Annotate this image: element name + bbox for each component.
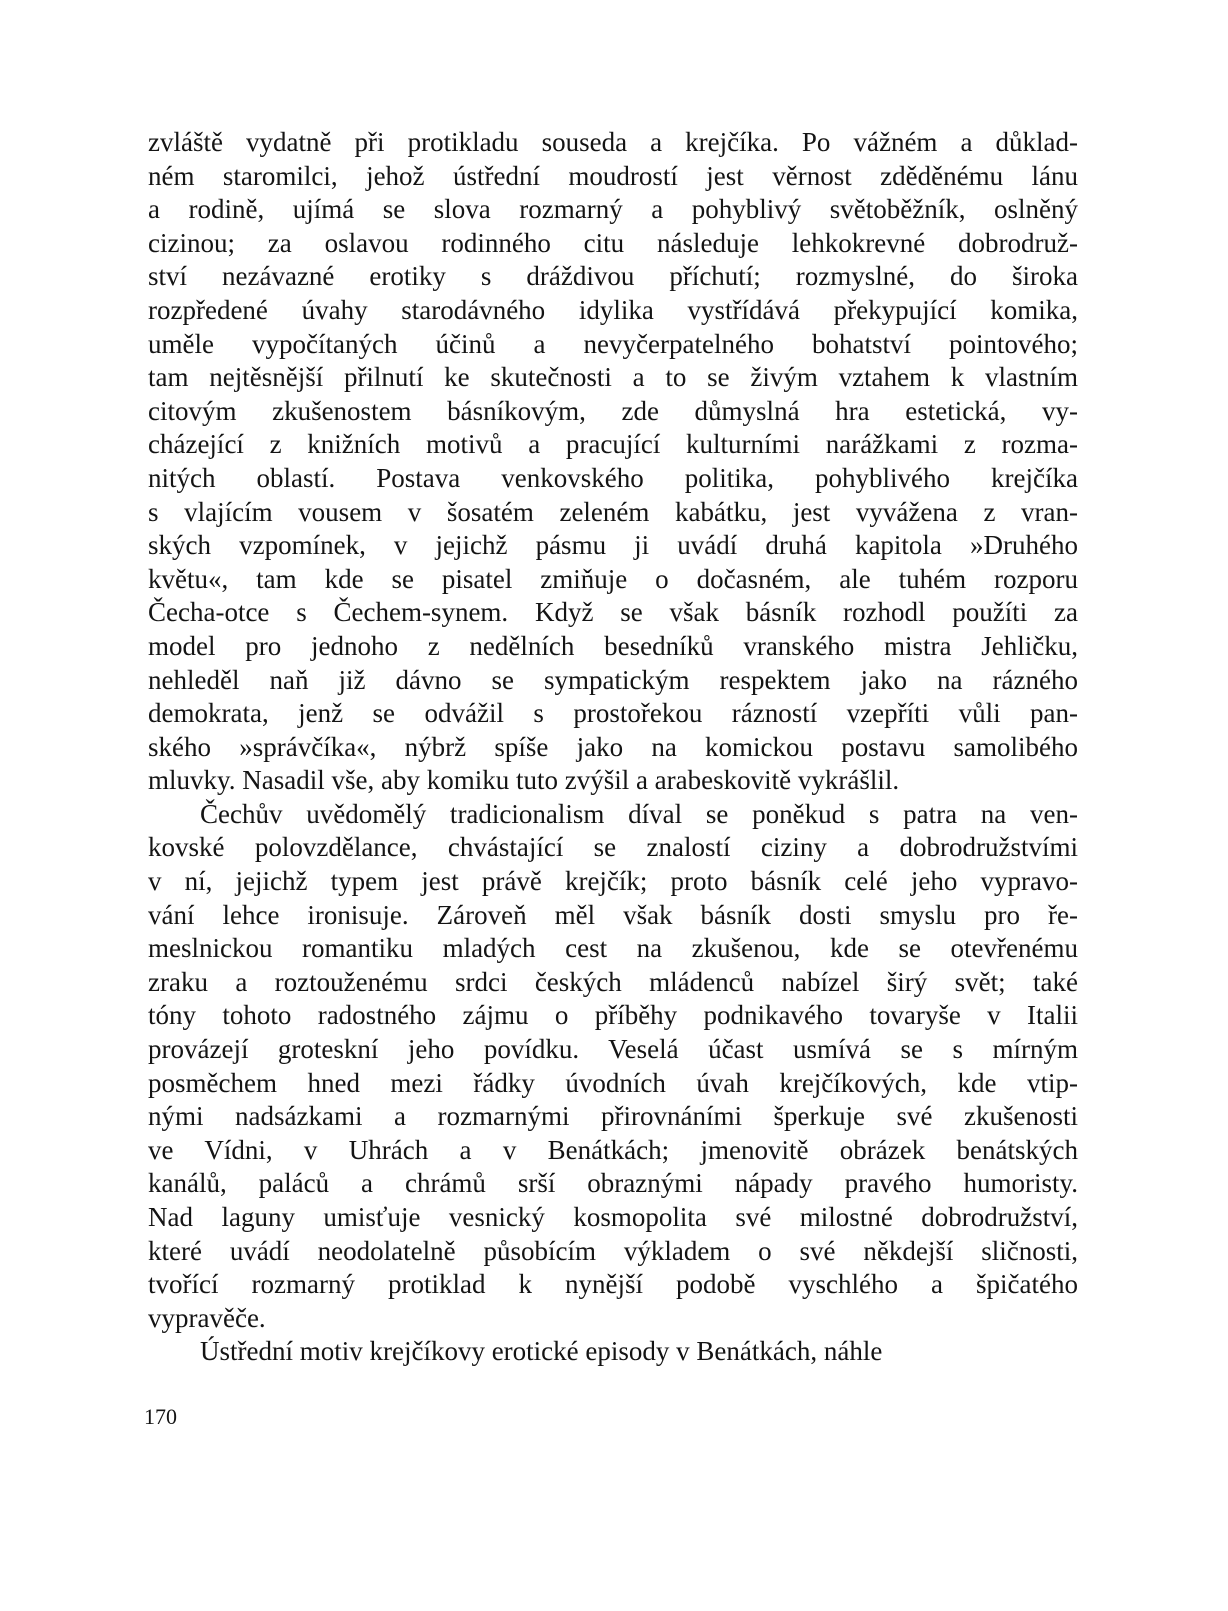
text-line: v ní, jejichž typem jest právě krejčík; proto básník celé jeho vypravo-	[148, 866, 1078, 897]
text-line: zvláště vydatně při protikladu souseda a krejčíka. Po vážném a důklad-	[148, 127, 1078, 157]
text-line: ského »správčíka«, nýbrž spíše jako na komickou postavu samolibého	[148, 731, 1078, 762]
paragraph	[148, 798, 1078, 1336]
text-line: ských vzpomínek, v jejichž pásmu ji uvádí druhá kapitola »Druhého	[148, 530, 1078, 561]
text-line: kanálů, paláců a chrámů srší obraznými nápady pravého humoristy.	[148, 1168, 1078, 1199]
text-line: vání lehce ironisuje. Zároveň měl však básník dosti smyslu pro ře-	[148, 899, 1078, 930]
text-line: posměchem hned mezi řádky úvodních úvah krejčíkových, kde vtip-	[148, 1067, 1078, 1098]
text-line: provázejí groteskní jeho povídku. Veselá účast usmívá se s mírným	[148, 1034, 1078, 1065]
text-line: meslnickou romantiku mladých cest na zkušenou, kde se otevřenému	[148, 933, 1078, 964]
text-line: nehleděl naň již dávno se sympatickým respektem jako na rázného	[148, 664, 1078, 695]
text-line: demokrata, jenž se odvážil s prostořekou rázností vzepříti vůli pan-	[148, 698, 1078, 729]
paragraph	[148, 1335, 1078, 1369]
text-line: tam nejtěsnější přilnutí ke skutečnosti a to se živým vztahem k vlastním	[148, 362, 1078, 393]
text-line: Nad laguny umisťuje vesnický kosmopolita své milostné dobrodružství,	[148, 1202, 1078, 1232]
text-line: nitých oblastí. Postava venkovského politika, pohyblivého krejčíka	[148, 462, 1078, 493]
text-line: a rodině, ujímá se slova rozmarný a pohyblivý světoběžník, oslněný	[148, 194, 1078, 225]
text-line: vypravěče.	[148, 1302, 266, 1333]
text-line: tóny tohoto radostného zájmu o příběhy podnikavého tovaryše v Italii	[148, 1000, 1078, 1031]
text-line: ství nezávazné erotiky s dráždivou příchutí; rozmyslné, do široka	[148, 261, 1078, 292]
text-line: cházející z knižních motivů a pracující kulturními narážkami z rozma-	[148, 429, 1078, 460]
text-line: Ústřední motiv krejčíkovy erotické episody v Benátkách, náhle	[200, 1336, 883, 1367]
text-line: zraku a roztouženému srdci českých mládenců nabízel širý svět; také	[148, 966, 1078, 997]
text-line: mluvky. Nasadil vše, aby komiku tuto zvýšil a arabeskovitě vykrášlil.	[148, 765, 900, 796]
page-number: 170	[144, 1404, 177, 1429]
text-line: ve Vídni, v Uhrách a v Benátkách; jmenovitě obrázek benátských	[148, 1134, 1078, 1165]
text-line: květu«, tam kde se pisatel zmiňuje o dočasném, ale tuhém rozporu	[148, 563, 1078, 594]
text-line: rozpředené úvahy starodávného idylika vystřídává překypující komika,	[148, 294, 1078, 325]
paragraph	[148, 126, 1078, 798]
text-line: citovým zkušenostem básníkovým, zde důmyslná hra estetická, vy-	[148, 395, 1078, 426]
text-line: ném staromilci, jehož ústřední moudrostí jest věrnost zděděnému lánu	[148, 160, 1078, 191]
text-line: uměle vypočítaných účinů a nevyčerpatelného bohatství pointového;	[148, 328, 1078, 359]
text-line: které uvádí neodolatelně působícím výkladem o své někdejší sličnosti,	[148, 1235, 1078, 1266]
text-line: nými nadsázkami a rozmarnými přirovnáními šperkuje své zkušenosti	[148, 1101, 1078, 1132]
text-line: tvořící rozmarný protiklad k nynější podobě vyschlého a špičatého	[148, 1269, 1078, 1300]
text-line: Čechův uvědomělý tradicionalism díval se poněkud s patra na ven-	[200, 798, 1078, 829]
body-text	[148, 126, 1078, 1369]
text-line: kovské polovzdělance, chvástající se znalostí ciziny a dobrodružstvími	[148, 832, 1078, 863]
text-line: cizinou; za oslavou rodinného citu následuje lehkokrevné dobrodruž-	[148, 227, 1078, 258]
text-line: s vlajícím vousem v šosatém zeleném kabátku, jest vyvážena z vran-	[148, 496, 1078, 527]
text-line: Čecha-otce s Čechem-synem. Když se však básník rozhodl použíti za	[148, 597, 1078, 628]
text-line: model pro jednoho z nedělních besedníků vranského mistra Jehličku,	[148, 630, 1078, 661]
